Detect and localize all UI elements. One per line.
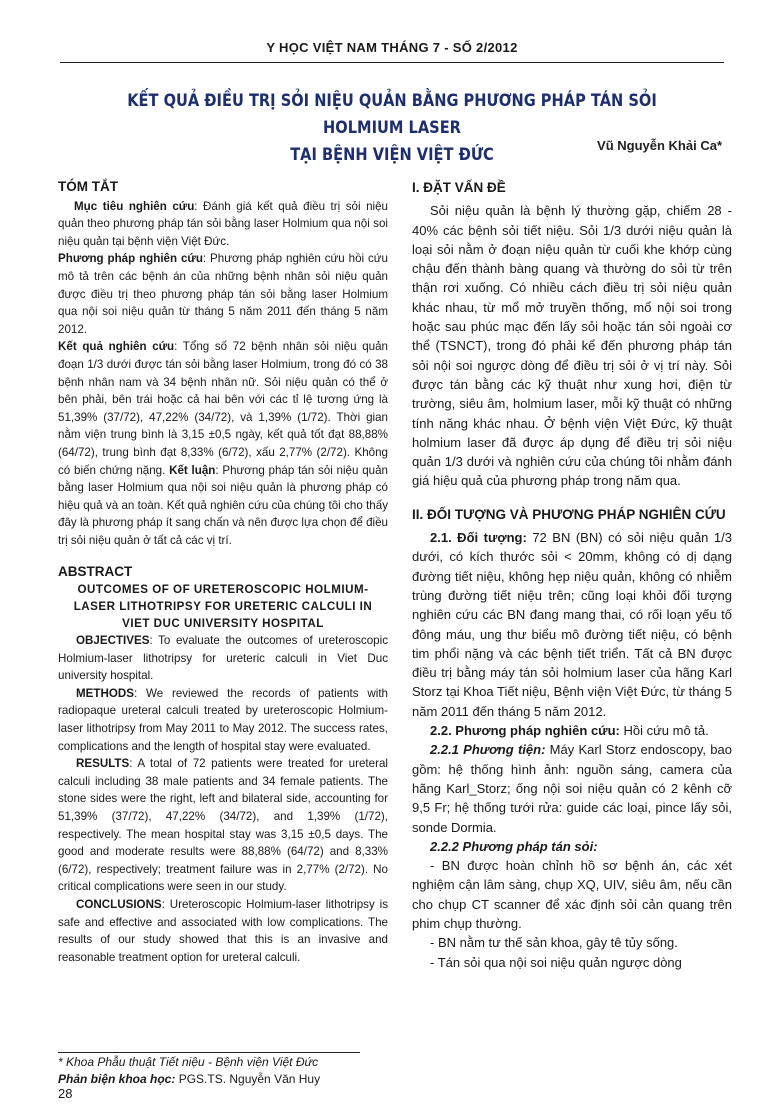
summary-methods-text: : Phương pháp nghiên cứu hồi cứu mô tả trên các bệnh án của những bệnh nhân sỏi niệu quản được điều trị theo phương pháp tán sỏi bằng laser Holmium qua nội soi niệu quản từ tháng 5 năm 2011 đến tháng 5 năm 2012. [58,252,388,336]
section-2-1 [412,528,732,721]
left-column [58,170,388,966]
abstract-conclusions-text: : Ureteroscopic Holmium-laser lithotripsy is safe and effective and associated with low complications. The results of our study showed that this is an invasive and reasonable treatment option for ureteral calculi. [58,897,388,964]
footnote-reviewer-label: Phản biện khoa học: [58,1072,176,1086]
abstract-methods [58,685,388,755]
abstract-conclusions [58,896,388,966]
section-2-2-1-text: Máy Karl Storz endoscopy, bao gồm: hệ thống hình ảnh: nguồn sáng, camera của hãng Karl_Storz; ống nội soi niệu quản có 2 kênh cỡ 9,5 Fr; hệ thống tưới rửa: guide các loại, pince lấy sỏi, sonde Dormia. [412,742,732,835]
header-rule [60,62,724,63]
abstract-objectives [58,632,388,685]
section-2-1-text: 72 BN (BN) có sỏi niệu quản 1/3 dưới, có kích thước sỏi < 20mm, không có dị dạng đường tiết niệu, không hẹp niệu quản, không có nhiễm trùng đường tiết niệu trên; cũng loại khỏi đối tượng nghiên cứu các BN đang mang thai, có rối loạn yếu tố đông máu, ung thư biểu mô đường tiết niệu, có bệnh tim phổi nặng và các bệnh tiết triển. Tất cả BN được điều trị bằng máy tán sỏi holmium laser của hãng Karl Storz tại Khoa Tiết niệu, Bệnh viện Việt Đức, từ tháng 5 năm 2011 đến tháng 5 năm 2012. [412,530,732,719]
abstract-results [58,755,388,896]
footnote-reviewer [58,1071,320,1088]
section-2-2-2 [412,837,732,856]
section-2-2-1 [412,740,732,836]
summary-results [58,338,388,549]
abstract-objectives-text: : To evaluate the outcomes of ureteroscopic Holmium-laser lithotripsy for ureteric calculi in Viet Duc university hospital. [58,634,388,683]
summary-results-label: Kết quả nghiên cứu [58,340,175,354]
section-2-2-text: Hồi cứu mô tả. [619,723,709,739]
section-2-2-label: 2.2. Phương pháp nghiên cứu: [430,723,620,739]
section-2-2-1-label: 2.2.1 Phương tiện: [430,742,546,758]
abstract-heading: ABSTRACT [58,564,133,580]
right-column [412,170,732,972]
title-line-2: TẠI BỆNH VIỆN VIỆT ĐỨC [290,145,494,165]
abstract-results-label: RESULTS [76,757,130,771]
section-2-1-label: 2.1. Đối tượng: [430,530,527,546]
summary-objectives [58,198,388,251]
methods-heading: II. ĐỐI TƯỢNG VÀ PHƯƠNG PHÁP NGHIÊN CỨU [412,506,726,522]
summary-objectives-text: : Đánh giá kết quả điều trị sỏi niệu quản theo phương pháp tán sỏi bằng laser Holmium qua nội soi niệu quản tại bệnh viện Việt Đức. [58,199,388,248]
abstract-methods-text: : We reviewed the records of patients with radiopaque ureteral calculi treated by ureteroscopic Holmium-laser lithotripsy from May 2011 to May 2012. The success rates, complications and the length of hospital stay were evaluated. [58,686,388,753]
article-title [89,88,694,169]
summary-conclusion-label: Kết luận [169,463,216,477]
footnote-affiliation: * Khoa Phẫu thuật Tiết niệu - Bệnh viện Việt Đức [58,1055,319,1069]
journal-header: Y HỌC VIỆT NAM THÁNG 7 - SỐ 2/2012 [266,40,518,55]
list-item: - Tán sỏi qua nội soi niệu quản ngược dòng [430,954,682,970]
section-2-2-2-label: 2.2.2 Phương pháp tán sỏi: [430,838,598,854]
abstract-title: OUTCOMES OF OF URETEROSCOPIC HOLMIUM-LASER LITHOTRIPSY FOR URETERIC CALCULI IN VIET DUC UNIVERSITY HOSPITAL [73,583,373,631]
list-item: - BN nằm tư thế sản khoa, gây tê tủy sống. [430,935,678,951]
summary-methods-label: Phương pháp nghiên cứu [58,252,203,266]
abstract-objectives-label: OBJECTIVES [76,634,150,648]
title-line-1: KẾT QUẢ ĐIỀU TRỊ SỎI NIỆU QUẢN BẰNG PHƯƠNG PHÁP TÁN SỎI HOLMIUM LASER [127,91,657,138]
summary-objectives-label: Mục tiêu nghiên cứu [74,199,195,213]
footnote [58,1054,320,1088]
summary-methods [58,250,388,338]
section-2-2 [412,721,732,740]
intro-text: Sỏi niệu quản là bệnh lý thường gặp, chiếm 28 - 40% các bệnh sỏi tiết niệu. Sỏi 1/3 dưới niệu quản là loại sỏi nằm ở đoạn niệu quản từ cuối khe khớp cùng chậu đến thành bàng quang và thường do sỏi từ trên thận rơi xuống. Có nhiều cách điều trị sỏi niệu quản khác nhau, từ mổ mở truyền thống, mổ nội soi trong hoặc sau phúc mạc đến lấy sỏi hoặc tán sỏi ngoài cơ thể (TSNCT), trong đó phải kể đến phương pháp tán sỏi nội soi ngược dòng để điều trị sỏi ở vị trí này. Sỏi được tán bằng các kỹ thuật như xung hơi, điện từ trường, siêu âm, holmium laser, mỗi kỹ thuật có những tính năng khác nhau. Ở bệnh viện Việt Đức, kỹ thuật holmium laser đã được áp dụng để điều trị sỏi niệu quản 1/3 dưới và nghiên cứu của chúng tôi nhằm đánh giá hiệu quả của phương pháp trong năm qua. [412,203,732,489]
intro-heading: I. ĐẶT VẤN ĐỀ [412,180,506,195]
abstract-methods-label: METHODS [76,686,134,700]
page-number: 28 [58,1086,73,1101]
footnote-rule [58,1052,360,1053]
summary-results-text: : Tổng số 72 bệnh nhân sỏi niệu quản đoạn 1/3 dưới được tán sỏi bằng laser Holmium, trong đó có 38 bệnh nhân nam và 34 bệnh nhân nữ. Sỏi niệu quản có thể ở bên phải, bên trái hoặc cả hai bên với các tỉ lệ tương ứng là 51,39% (37/72), 47,22% (34/72), và 1,39% (1/72). Thời gian nằm viện trung bình là 3,15 ±0,5 ngày, kết quả tốt đạt 88,88% (64/72), trung bình đạt 8,33% (6/72), xấu 2,77% (2/72). Không có biến chứng nặng. [58,340,388,477]
summary-conclusion-text: : Phương pháp tán sỏi niệu quản bằng laser Holmium qua nội soi niệu quản là phương pháp có hiệu quả và an toàn. Kết quả nghiên cứu của chúng tôi cho thấy đây là phương pháp ít sang chấn và nên được lựa chọn để điều trị sỏi niệu quản ở tất cả các vị trí. [58,463,388,547]
author: Vũ Nguyễn Khải Ca* [597,138,722,153]
abstract-conclusions-label: CONCLUSIONS [76,897,162,911]
footnote-reviewer-name: PGS.TS. Nguyễn Văn Huy [175,1072,321,1086]
summary-heading: TÓM TẮT [58,179,118,194]
abstract-results-text: : A total of 72 patients were treated for ureteral calculi including 38 male patients and 34 female patients. The stone sides were the right, left and bilateral side, accounting for 51,39% (37/72), 47,22% (34/72), and 1,39% (1/72), respectively. The mean hospital stay was 3,15 ±0,5 days. The good and moderate results were 88,88% (64/72) and 8,33% (6/72), respectively; treatment failure was in 2,77% (2/72). No critical complications were seen in our study. [58,757,388,894]
list-item: - BN được hoàn chỉnh hồ sơ bệnh án, các xét nghiệm cận lâm sàng, chụp XQ, UIV, siêu âm, nếu cần cho chụp CT scanner để xác định sỏi cản quang trên phim chụp thường. [412,858,732,931]
